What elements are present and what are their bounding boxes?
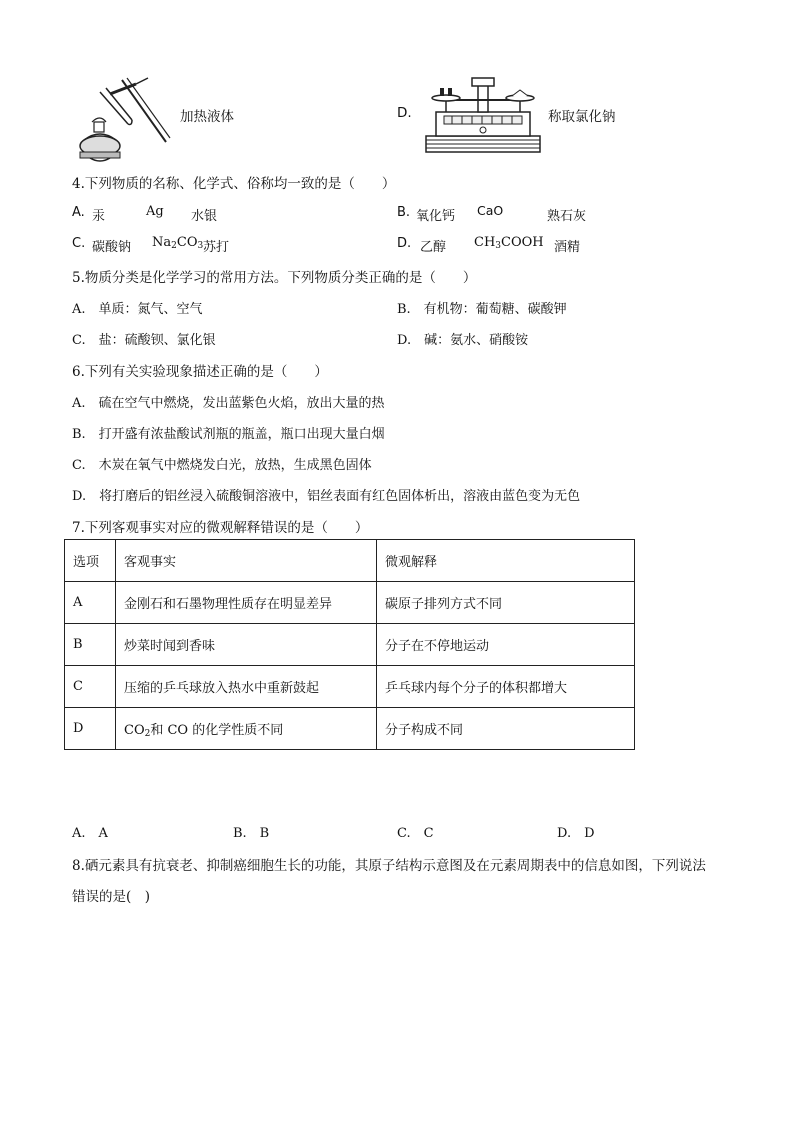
q5-option-c: C. 盐：硫酸钡、氯化银 xyxy=(72,333,216,348)
q4-option-c-letter: C. xyxy=(72,236,86,251)
q4-option-a-formula: Ag xyxy=(146,204,164,219)
q4-option-b-common: 熟石灰 xyxy=(547,209,587,224)
q6-option-d: D. 将打磨后的铝丝浸入硫酸铜溶液中，铝丝表面有红色固体析出，溶液由蓝色变为无色 xyxy=(72,489,581,504)
q8-stem-line2: 错误的是( ) xyxy=(72,889,151,905)
q4-option-a-name: 汞 xyxy=(92,209,106,224)
q8-stem-line1: 8.硒元素具有抗衰老、抑制癌细胞生长的功能，其原子结构示意图及在元素周期表中的信息如图，下列说法 xyxy=(72,858,706,874)
table-row xyxy=(65,582,635,624)
option-d-label: 称取氯化钠 xyxy=(548,109,616,125)
table-row xyxy=(65,708,635,750)
q5-option-a: A. 单质：氮气、空气 xyxy=(72,302,203,317)
q6-option-b: B. 打开盛有浓盐酸试剂瓶的瓶盖，瓶口出现大量白烟 xyxy=(72,427,385,442)
q4-option-d-formula: $CH_3COOH$ xyxy=(474,235,544,251)
q4-option-a-common: 水银 xyxy=(191,209,218,224)
q4-option-d-common: 酒精 xyxy=(554,240,581,255)
q7-answer-a: A. A xyxy=(72,826,108,841)
row-explanation: 分子构成不同 xyxy=(377,708,635,750)
header-explanation: 微观解释 xyxy=(377,540,635,582)
q4-option-b-formula: CaO xyxy=(477,203,504,218)
table-row xyxy=(65,624,635,666)
q4-stem: 4.下列物质的名称、化学式、俗称均一致的是（ ） xyxy=(72,176,396,192)
row-fact: 金刚石和石墨物理性质存在明显差异 xyxy=(116,582,377,624)
row-option: A xyxy=(65,582,116,624)
heating-liquid-apparatus-image xyxy=(70,72,175,164)
row-explanation: 碳原子排列方式不同 xyxy=(377,582,635,624)
row-option: D xyxy=(65,708,116,750)
q4-option-b-letter: B. xyxy=(397,205,411,220)
q5-option-b: B. 有机物：葡萄糖、碳酸钾 xyxy=(397,302,567,317)
row-explanation: 乒乓球内每个分子的体积都增大 xyxy=(377,666,635,708)
q6-option-c: C. 木炭在氧气中燃烧发白光，放热，生成黑色固体 xyxy=(72,458,372,473)
row-option: B xyxy=(65,624,116,666)
q7-answer-b: B. B xyxy=(233,826,270,841)
q4-option-c-formula: $Na_2CO_3$ xyxy=(152,235,204,251)
q5-stem: 5.物质分类是化学学习的常用方法。下列物质分类正确的是（ ） xyxy=(72,270,477,286)
q4-option-d-name: 乙醇 xyxy=(420,240,447,255)
option-d-letter: D. xyxy=(397,105,412,121)
header-option: 选项 xyxy=(65,540,116,582)
q6-stem: 6.下列有关实验现象描述正确的是（ ） xyxy=(72,364,328,380)
table-header-row xyxy=(65,540,635,582)
row-fact: 炒菜时闻到香味 xyxy=(116,624,377,666)
q4-option-d-letter: D. xyxy=(397,236,412,251)
q4-option-a-letter: A. xyxy=(72,205,85,220)
q7-table xyxy=(64,539,635,750)
q4-option-c-name: 碳酸钠 xyxy=(92,240,132,255)
q6-option-a: A. 硫在空气中燃烧，发出蓝紫色火焰，放出大量的热 xyxy=(72,396,385,411)
row-fact: 压缩的乒乓球放入热水中重新鼓起 xyxy=(116,666,377,708)
q7-answer-d: D. D xyxy=(557,826,595,841)
table-row xyxy=(65,666,635,708)
q5-option-d: D. 碱：氨水、硝酸铵 xyxy=(397,333,529,348)
option-c-label: 加热液体 xyxy=(180,109,234,125)
row-option: C xyxy=(65,666,116,708)
q4-option-c-common: 苏打 xyxy=(203,240,230,255)
q4-option-b-name: 氧化钙 xyxy=(416,209,456,224)
header-fact: 客观事实 xyxy=(116,540,377,582)
balance-scale-image xyxy=(422,74,544,156)
row-fact: $CO_2$和 CO 的化学性质不同 xyxy=(116,708,377,750)
q7-stem: 7.下列客观事实对应的微观解释错误的是（ ） xyxy=(72,520,369,536)
row-explanation: 分子在不停地运动 xyxy=(377,624,635,666)
q7-answer-c: C. C xyxy=(397,826,434,841)
